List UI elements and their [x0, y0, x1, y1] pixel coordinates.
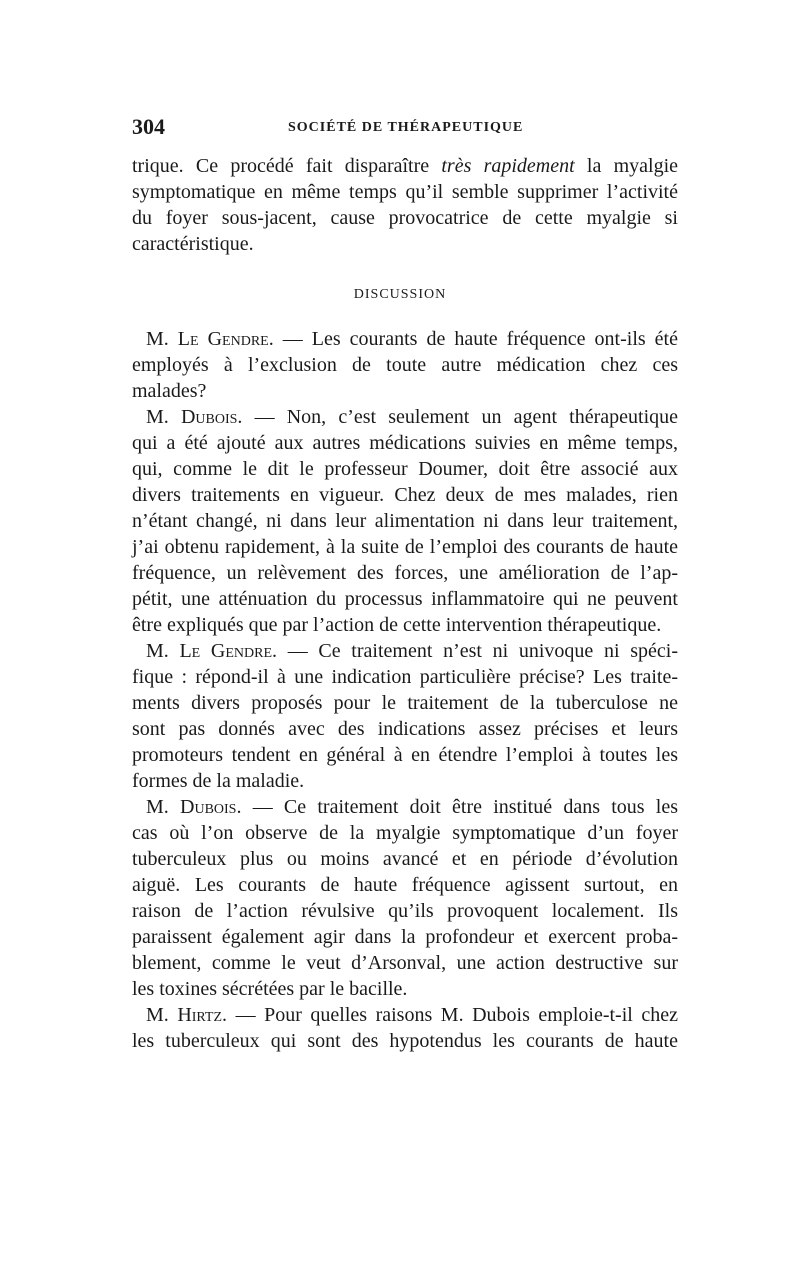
text: — Ce traitement doit être institué dans tous les [241, 796, 679, 818]
p1-line-3: malades? [132, 380, 207, 402]
p4-line-2: cas où l’on observe de la myalgie symptomatique d’un foyer [132, 822, 678, 844]
page-number: 304 [132, 114, 165, 139]
speaker-name: M. Dubois. [146, 796, 242, 818]
p3-line-6: formes de la maladie. [132, 770, 305, 792]
p4-line-3: tuberculeux plus ou moins avancé et en période d’évolution [132, 848, 678, 870]
text: — Non, c’est seulement un agent thérapeutique [242, 406, 678, 428]
p2-line-7: fréquence, un relèvement des forces, une amélioration de l’ap- [132, 562, 678, 584]
p3-line-2: fique : répond-il à une indication particulière précise? Les traite- [132, 666, 678, 688]
text: trique. Ce procédé fait disparaître [132, 155, 442, 177]
p3-line-3: ments divers proposés pour le traitement de la tuberculose ne [132, 692, 678, 714]
p2-line-1 [132, 404, 678, 430]
p2-line-2: qui a été ajouté aux autres médications suivies en même temps, [132, 432, 678, 454]
p4-line-5: raison de l’action révulsive qu’ils provoquent localement. Ils [132, 900, 678, 922]
intro-line-3: du foyer sous-jacent, cause provocatrice de cette myalgie si [132, 207, 678, 229]
intro-line-4: caractéristique. [132, 233, 254, 255]
p4-line-4: aiguë. Les courants de haute fréquence agissent surtout, en [132, 874, 678, 896]
speaker-name: M. Hirtz. [146, 1004, 228, 1026]
p4-line-7: blement, comme le veut d’Arsonval, une action destructive sur [132, 952, 678, 974]
p4-line-1 [132, 794, 678, 820]
p5-line-2: les tuberculeux qui sont des hypotendus les courants de haute [132, 1030, 678, 1052]
p3-line-4: sont pas donnés avec des indications assez précises et leurs [132, 718, 678, 740]
p2-line-4: divers traitements en vigueur. Chez deux de mes malades, rien [132, 484, 678, 506]
p1-line-2: employés à l’exclusion de toute autre médication chez ces [132, 354, 678, 376]
p4-line-8: les toxines sécrétées par le bacille. [132, 978, 408, 1000]
intro-line-2: symptomatique en même temps qu’il semble supprimer l’activité [132, 181, 678, 203]
speaker-name: M. Le Gendre. [146, 640, 278, 662]
running-head [132, 114, 678, 144]
text: — Les courants de haute fréquence ont-ils été [273, 328, 678, 350]
p5-line-1 [132, 1002, 678, 1028]
p4-line-6: paraissent également agir dans la profondeur et exercent proba- [132, 926, 678, 948]
p2-line-3: qui, comme le dit le professeur Doumer, doit être associé aux [132, 458, 678, 480]
intro-line-1 [132, 153, 678, 179]
speaker-name: M. Le Gendre. [146, 328, 274, 350]
p2-line-9: être expliqués que par l’action de cette intervention thérapeutique. [132, 614, 662, 636]
p1-line-1 [132, 326, 678, 352]
text: — Ce traitement n’est ni univoque ni spéci- [277, 640, 678, 662]
p2-line-6: j’ai obtenu rapidement, à la suite de l’emploi des courants de haute [132, 536, 678, 558]
p2-line-5: n’étant changé, ni dans leur alimentation ni dans leur traitement, [132, 510, 678, 532]
text: la myalgie [574, 155, 679, 177]
emphasis-text: très rapidement [441, 155, 575, 177]
p3-line-1 [132, 638, 678, 664]
speaker-name: M. Dubois. [146, 406, 243, 428]
running-head-title: SOCIÉTÉ DE THÉRAPEUTIQUE [288, 120, 524, 135]
text: — Pour quelles raisons M. Dubois emploie-t-il chez [227, 1004, 678, 1026]
p3-line-5: promoteurs tendent en général à en étendre l’emploi à toutes les [132, 744, 678, 766]
section-title: DISCUSSION [353, 287, 447, 302]
p2-line-8: pétit, une atténuation du processus inflammatoire qui ne peuvent [132, 588, 678, 610]
